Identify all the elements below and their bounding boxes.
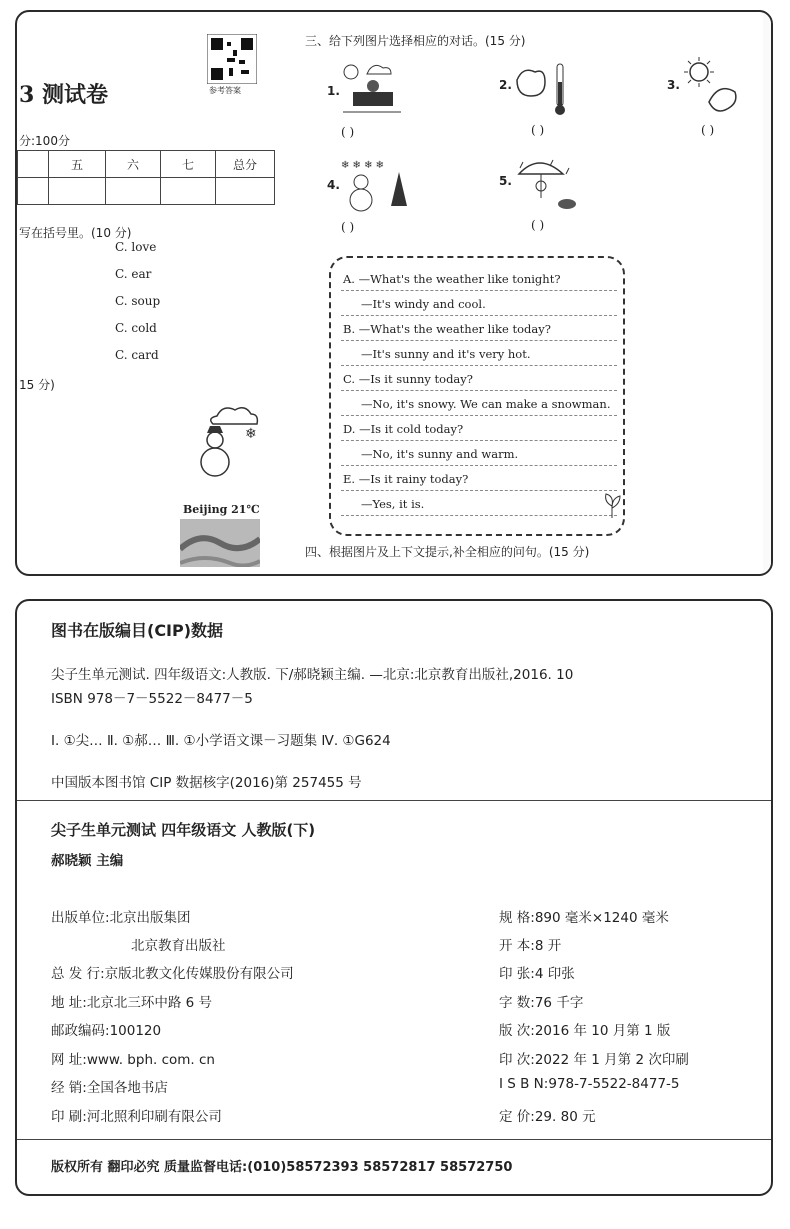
answer-blank[interactable]: ( ) bbox=[341, 220, 355, 234]
dialogue-answer: —No, it's sunny and warm. bbox=[361, 447, 519, 461]
spec-label: 印 次: bbox=[499, 1052, 535, 1068]
score-header: 五 bbox=[49, 151, 106, 178]
info-value: 北京出版集团 bbox=[109, 910, 191, 926]
info-value: 100120 bbox=[109, 1023, 162, 1039]
info-label: 地 址: bbox=[51, 995, 87, 1011]
section3-title: 三、给下列图片选择相应的对话。(15 分) bbox=[305, 34, 526, 48]
info-row bbox=[51, 906, 191, 926]
qr-caption: 参考答案 bbox=[209, 86, 241, 95]
dialogue-answer: —No, it's snowy. We can make a snowman. bbox=[361, 397, 611, 411]
dialogue-question: A. —What's the weather like tonight? bbox=[343, 272, 561, 286]
score-header: 六 bbox=[106, 151, 161, 178]
section-score: 15 分) bbox=[19, 378, 55, 392]
option-item: C. card bbox=[115, 348, 159, 362]
cip-classification: Ⅰ. ①尖… Ⅱ. ①郝… Ⅲ. ①小学语文课－习题集 Ⅳ. ①G624 bbox=[51, 733, 391, 749]
picture-number: 2. bbox=[499, 78, 512, 92]
writing-line bbox=[341, 340, 617, 341]
info-value: 全国各地书店 bbox=[86, 1080, 168, 1096]
snowman-weather-icon bbox=[187, 402, 267, 482]
picture-number: 5. bbox=[499, 174, 512, 188]
cip-header: 图书在版编目(CIP)数据 bbox=[51, 621, 224, 640]
spec-label: 定 价: bbox=[499, 1109, 535, 1125]
spec-row bbox=[499, 906, 669, 926]
dialogue-question: E. —Is it rainy today? bbox=[343, 472, 469, 486]
spec-label: I S B N: bbox=[499, 1076, 549, 1092]
spec-value: 76 千字 bbox=[534, 995, 584, 1011]
divider bbox=[17, 800, 773, 801]
info-row bbox=[51, 1019, 161, 1039]
picture-number: 4. bbox=[327, 178, 340, 192]
spec-row bbox=[499, 991, 583, 1011]
info-label: 邮政编码: bbox=[51, 1023, 110, 1039]
windy-night-picture bbox=[339, 62, 405, 118]
copyright-footer: 版权所有 翻印必究 质量监督电话:(010)58572393 58572817 58572750 bbox=[51, 1160, 513, 1175]
dialogue-options-box bbox=[329, 256, 625, 536]
book-title: 尖子生单元测试 四年级语文 人教版(下) bbox=[51, 821, 316, 839]
info-value: 京版北教文化传媒股份有限公司 bbox=[104, 966, 294, 982]
spec-label: 字 数: bbox=[499, 995, 535, 1011]
info-value: 河北照利印刷有限公司 bbox=[86, 1109, 222, 1125]
writing-line bbox=[341, 440, 617, 441]
spec-row bbox=[499, 934, 561, 954]
snowy-picture bbox=[339, 154, 413, 214]
info-label: 印 刷: bbox=[51, 1109, 87, 1125]
info-row bbox=[51, 1076, 168, 1096]
spec-row bbox=[499, 1076, 680, 1092]
picture-number: 1. bbox=[327, 84, 340, 98]
sunny-picture bbox=[679, 56, 745, 116]
section4-title: 四、根据图片及上下文提示,补全相应的问句。(15 分) bbox=[305, 545, 590, 559]
spec-value: 890 毫米×1240 毫米 bbox=[534, 910, 669, 926]
svg-text:❄: ❄ bbox=[245, 426, 257, 442]
dialogue-answer: —It's sunny and it's very hot. bbox=[361, 347, 531, 361]
dialogue-question: D. —Is it cold today? bbox=[343, 422, 464, 436]
answer-blank[interactable]: ( ) bbox=[531, 218, 545, 232]
info-label: 网 址: bbox=[51, 1052, 87, 1068]
info-row bbox=[51, 962, 294, 982]
cip-data-page bbox=[15, 599, 773, 1196]
info-row bbox=[51, 1048, 215, 1068]
spec-value: 2016 年 10 月第 1 版 bbox=[534, 1023, 671, 1039]
hot-thermometer-picture bbox=[513, 60, 573, 118]
option-item: C. soup bbox=[115, 294, 161, 308]
dialogue-answer: —It's windy and cool. bbox=[361, 297, 486, 311]
score-header: 七 bbox=[161, 151, 216, 178]
spec-value: 8 开 bbox=[534, 938, 562, 954]
info-row bbox=[51, 991, 212, 1011]
answer-blank[interactable]: ( ) bbox=[701, 123, 715, 137]
cip-note: 中国版本图书馆 CIP 数据核字(2016)第 257455 号 bbox=[51, 775, 362, 791]
score-table bbox=[17, 150, 275, 205]
info-label: 出版单位: bbox=[51, 910, 110, 926]
score-header: 总分 bbox=[216, 151, 275, 178]
full-score-label: 分:100分 bbox=[19, 134, 70, 148]
spec-row bbox=[499, 1048, 689, 1068]
spec-label: 印 张: bbox=[499, 966, 535, 982]
option-item: C. love bbox=[115, 240, 157, 254]
cip-isbn-line: ISBN 978－7－5522－8477－5 bbox=[51, 691, 253, 707]
leaf-decoration-icon bbox=[601, 492, 623, 520]
spec-value: 2022 年 1 月第 2 次印刷 bbox=[534, 1052, 689, 1068]
next-page-edge bbox=[763, 12, 773, 576]
exam-page-photo bbox=[15, 10, 773, 576]
info-row bbox=[51, 1105, 222, 1125]
picture-number: 3. bbox=[667, 78, 680, 92]
spec-row bbox=[499, 1019, 670, 1039]
svg-text:❄ ❄ ❄ ❄: ❄ ❄ ❄ ❄ bbox=[341, 160, 385, 171]
spec-row bbox=[499, 1105, 596, 1125]
exam-title: 3 测试卷 bbox=[19, 82, 108, 108]
spec-label: 规 格: bbox=[499, 910, 535, 926]
writing-line bbox=[341, 490, 617, 491]
writing-line bbox=[341, 515, 617, 516]
info-label: 总 发 行: bbox=[51, 966, 105, 982]
info-value: 北京教育出版社 bbox=[131, 938, 226, 954]
writing-line bbox=[341, 315, 617, 316]
spec-label: 开 本: bbox=[499, 938, 535, 954]
section-prompt: 写在括号里。(10 分) bbox=[19, 226, 132, 240]
option-item: C. ear bbox=[115, 267, 152, 281]
dialogue-answer: —Yes, it is. bbox=[361, 497, 425, 511]
spec-value: 978-7-5522-8477-5 bbox=[548, 1076, 680, 1092]
cip-catalog-line: 尖子生单元测试. 四年级语文:人教版. 下/郝晓颖主编. —北京:北京教育出版社,2016. 10 bbox=[51, 667, 574, 683]
writing-line bbox=[341, 390, 617, 391]
writing-line bbox=[341, 465, 617, 466]
rainy-picture bbox=[513, 154, 581, 212]
writing-line bbox=[341, 290, 617, 291]
option-item: C. cold bbox=[115, 321, 157, 335]
qr-code-icon bbox=[207, 34, 257, 84]
spec-label: 版 次: bbox=[499, 1023, 535, 1039]
divider bbox=[17, 1139, 773, 1140]
beijing-weather-label: Beijing 21℃ bbox=[183, 503, 260, 516]
answer-blank[interactable]: ( ) bbox=[531, 123, 545, 137]
dialogue-question: B. —What's the weather like today? bbox=[343, 322, 551, 336]
info-value[interactable]: www. bph. com. cn bbox=[86, 1052, 215, 1068]
left-exam-page bbox=[17, 12, 279, 576]
spec-value: 29. 80 元 bbox=[534, 1109, 596, 1125]
great-wall-photo bbox=[180, 519, 260, 567]
info-value: 北京北三环中路 6 号 bbox=[86, 995, 213, 1011]
writing-line bbox=[341, 415, 617, 416]
writing-line bbox=[341, 365, 617, 366]
answer-blank[interactable]: ( ) bbox=[341, 125, 355, 139]
info-label: 经 销: bbox=[51, 1080, 87, 1096]
book-editor: 郝晓颖 主编 bbox=[51, 853, 124, 869]
info-row bbox=[131, 934, 226, 954]
spec-row bbox=[499, 962, 575, 982]
spec-value: 4 印张 bbox=[534, 966, 575, 982]
dialogue-question: C. —Is it sunny today? bbox=[343, 372, 473, 386]
